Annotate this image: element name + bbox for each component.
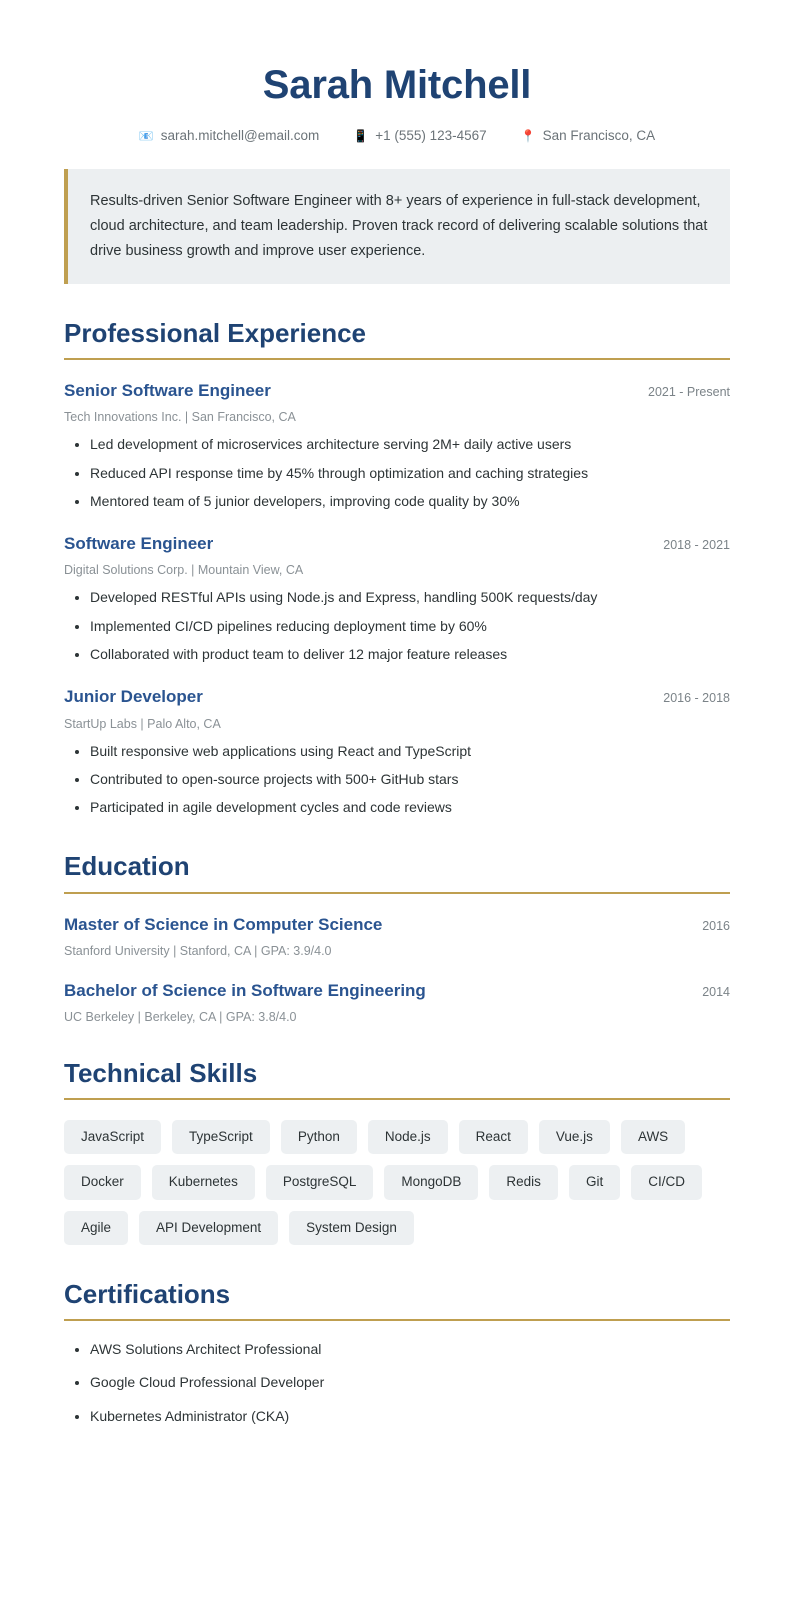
contact-item[interactable] [139,128,319,143]
section-professional-experience [64,318,730,818]
job-bullet-list [64,587,730,664]
skill-tag[interactable]: JavaScript [64,1120,161,1154]
experience-entry [64,380,730,511]
experience-entry-header [64,686,730,707]
contact-row [64,128,730,143]
job-bullet: • Implemented CI/CD pipelines reducing deployment time by 60% [90,616,730,636]
job-bullet-list [64,741,730,818]
job-title: Junior Developer [64,687,203,707]
skill-tag[interactable]: System Design [289,1211,414,1245]
school-location-gpa: Stanford University | Stanford, CA | GPA: 3.9/4.0 [64,943,332,958]
education-entry-header [64,980,730,1001]
section-education [64,851,730,1024]
certification-item: • AWS Solutions Architect Professional [90,1339,730,1359]
skill-tag[interactable]: Docker [64,1165,141,1199]
job-bullet: • Led development of microservices architecture serving 2M+ daily active users [90,434,730,454]
section-divider [64,1098,730,1100]
skill-tag[interactable]: PostgreSQL [266,1165,374,1199]
skill-tag-list [64,1120,730,1245]
contact-item[interactable] [353,128,486,143]
education-entry-header [64,914,730,935]
certification-item: • Google Cloud Professional Developer [90,1372,730,1392]
skill-tag[interactable]: Git [569,1165,620,1199]
section-heading-skills: Technical Skills [64,1058,258,1089]
job-bullet: • Participated in agile development cycles and code reviews [90,797,730,817]
section-certifications [64,1279,730,1426]
skill-tag[interactable]: API Development [139,1211,278,1245]
job-bullet: • Reduced API response time by 45% through optimization and caching strategies [90,463,730,483]
certification-list [64,1339,730,1426]
email-icon: 📧 [138,128,154,143]
job-bullet: • Contributed to open-source projects with 500+ GitHub stars [90,769,730,789]
skill-tag[interactable]: CI/CD [631,1165,702,1199]
degree-year: 2016 [702,918,730,933]
section-heading-education: Education [64,851,190,882]
skill-tag[interactable]: Vue.js [539,1120,610,1154]
experience-entry [64,533,730,664]
job-company-location: Digital Solutions Corp. | Mountain View, CA [64,563,304,578]
skill-tag[interactable]: AWS [621,1120,685,1154]
job-title: Senior Software Engineer [64,381,271,400]
section-heading-certifications: Certifications [64,1278,231,1309]
section-divider [64,1319,730,1321]
phone-icon: 📱 [353,128,369,143]
job-company-location: StartUp Labs | Palo Alto, CA [64,716,221,731]
job-date-range: 2016 - 2018 [663,691,730,706]
resume-header [64,62,730,143]
section-heading-experience: Professional Experience [64,317,367,348]
skill-tag[interactable]: Redis [489,1165,558,1199]
education-list [64,914,730,1025]
skill-tag[interactable]: Agile [64,1211,128,1245]
job-bullet: • Mentored team of 5 junior developers, improving code quality by 30% [90,491,730,511]
contact-value: +1 (555) 123-4567 [375,128,487,143]
contact-item[interactable] [521,128,656,143]
skill-tag[interactable]: TypeScript [172,1120,270,1154]
education-entry [64,914,730,958]
location-pin-icon: 📍 [520,128,536,143]
degree-title: Bachelor of Science in Software Engineering [64,980,426,1000]
skill-tag[interactable]: Kubernetes [152,1165,255,1199]
contact-value: sarah.mitchell@email.com [160,128,320,143]
experience-entry [64,686,730,817]
section-technical-skills [64,1058,730,1245]
experience-entry-header [64,533,730,554]
job-bullet: • Built responsive web applications using React and TypeScript [90,741,730,761]
contact-value: San Francisco, CA [542,128,656,143]
experience-list [64,380,730,817]
skill-tag[interactable]: Python [281,1120,357,1154]
job-title: Software Engineer [64,534,214,554]
experience-entry-header [64,380,730,401]
professional-summary [64,169,730,284]
section-divider [64,892,730,894]
education-entry [64,980,730,1024]
page-title: Sarah Mitchell [262,63,532,107]
degree-year: 2014 [702,984,730,999]
skill-tag[interactable]: React [459,1120,528,1154]
job-bullet: • Collaborated with product team to deliver 12 major feature releases [90,644,730,664]
summary-text: Results-driven Senior Software Engineer with 8+ years of experience in full-stack development, cloud architecture, and team leadership. Proven track record of delivering scalable solutions that drive business growth and improve user experience. [90,193,708,259]
skill-tag[interactable]: MongoDB [384,1165,478,1199]
job-bullet-list [64,434,730,511]
school-location-gpa: UC Berkeley | Berkeley, CA | GPA: 3.8/4.0 [64,1010,297,1025]
job-date-range: 2021 - Present [648,385,730,399]
section-divider [64,358,730,360]
certification-item: • Kubernetes Administrator (CKA) [90,1406,730,1426]
job-bullet: • Developed RESTful APIs using Node.js and Express, handling 500K requests/day [90,587,730,607]
job-date-range: 2018 - 2021 [663,538,730,553]
skill-tag[interactable]: Node.js [368,1120,448,1154]
job-company-location: Tech Innovations Inc. | San Francisco, CA [64,410,296,425]
degree-title: Master of Science in Computer Science [64,914,383,934]
